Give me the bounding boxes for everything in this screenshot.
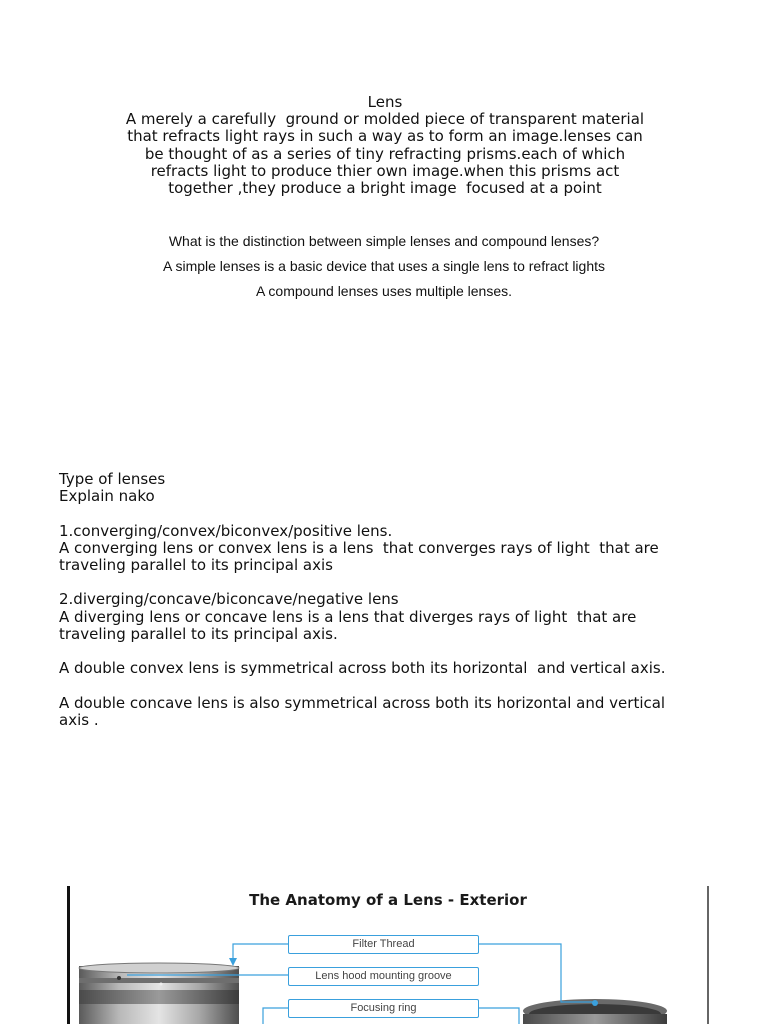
converging-heading: 1.converging/convex/biconvex/positive lens. (59, 521, 393, 540)
answer-simple-lens: A simple lenses is a basic device that uses a single lens to refract lights (163, 258, 605, 274)
lens-types-section (59, 471, 739, 729)
intro-line: together ,they produce a bright image focused at a point (168, 179, 602, 198)
intro-line: A merely a carefully ground or molded piece of transparent material (125, 110, 645, 129)
blank-line (59, 574, 739, 591)
text-line: A double convex lens is symmetrical across both its horizontal and vertical axis. (59, 659, 666, 678)
left-lens-body (79, 963, 239, 1024)
intro-block (80, 94, 690, 197)
intro-line: be thought of as a series of tiny refracting prisms.each of which (144, 144, 626, 163)
question-text: What is the distinction between simple lenses and compound lenses? (168, 233, 600, 249)
text-line: A diverging lens or concave lens is a lens that diverges rays of light that are (59, 607, 637, 626)
text-line: traveling parallel to its principal axis. (59, 624, 338, 643)
text-line: axis . (59, 710, 99, 729)
section-heading: Type of lenses (59, 470, 166, 488)
text-line: Explain nako (59, 487, 155, 506)
figure-title: The Anatomy of a Lens - Exterior (249, 891, 527, 909)
text-line: A converging lens or convex lens is a lens that converges rays of light that are (59, 538, 659, 557)
right-lens-body (523, 999, 667, 1024)
blank-line (59, 677, 739, 694)
document-title: Lens (367, 93, 403, 111)
question-answer-block (84, 229, 684, 304)
blank-line (59, 505, 739, 522)
blank-line (59, 643, 739, 660)
intro-line: refracts light to produce thier own image.when this prisms act (150, 161, 620, 180)
callout-focusing-ring: Focusing ring (288, 999, 479, 1018)
intro-line: that refracts light rays in such a way as to form an image.lenses can (127, 127, 643, 146)
callout-filter-thread: Filter Thread (288, 935, 479, 954)
text-line: A double concave lens is also symmetrical across both its horizontal and vertical (59, 693, 666, 712)
answer-compound-lens: A compound lenses uses multiple lenses. (255, 283, 513, 299)
lens-anatomy-figure (67, 886, 709, 1024)
callout-hood-groove: Lens hood mounting groove (288, 967, 479, 986)
text-line: traveling parallel to its principal axis (59, 556, 333, 574)
diverging-heading: 2.diverging/concave/biconcave/negative lens (59, 590, 399, 609)
